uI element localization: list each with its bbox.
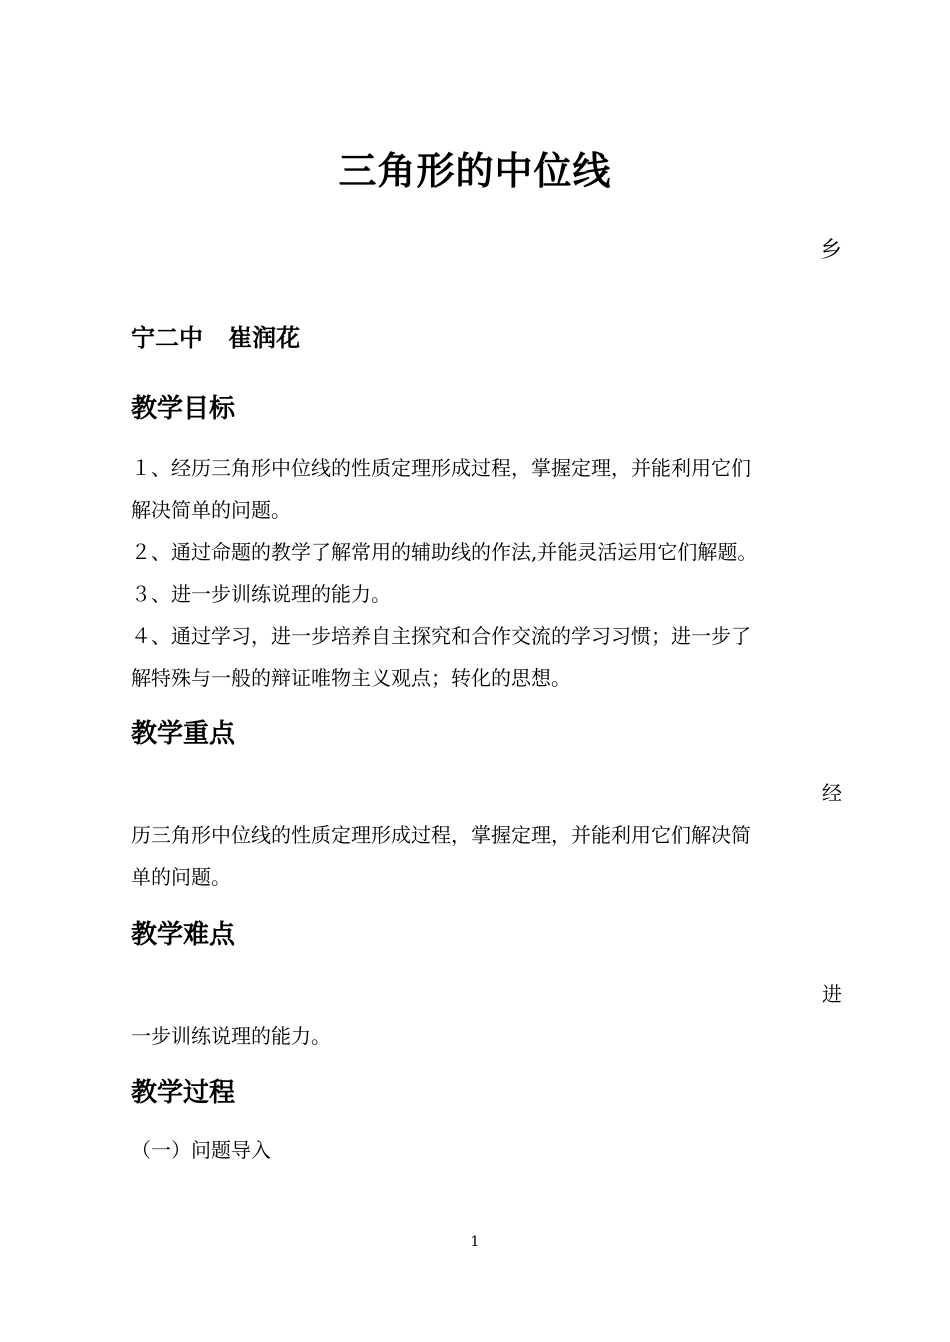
objective-line: １、经历三角形中位线的性质定理形成过程，掌握定理，并能利用它们 <box>131 456 751 480</box>
page-number: 1 <box>470 1234 480 1250</box>
difficulties-lead-char: 进 <box>822 982 842 1006</box>
key-points-line: 历三角形中位线的性质定理形成过程，掌握定理，并能利用它们解决简 <box>131 823 751 847</box>
heading-difficulties: 教学难点 <box>131 920 236 950</box>
key-points-lead-char: 经 <box>822 781 842 805</box>
heading-key-points: 教学重点 <box>131 719 236 749</box>
difficulties-text <box>131 1015 831 1057</box>
objective-line: 解特殊与一般的辩证唯物主义观点；转化的思想。 <box>131 666 571 690</box>
objective-line: ４、通过学习，进一步培养自主探究和合作交流的学习习惯；进一步了 <box>131 624 751 648</box>
objectives-list <box>131 447 831 699</box>
heading-objectives: 教学目标 <box>131 394 236 424</box>
key-points-line: 单的问题。 <box>131 865 231 889</box>
author-line: 宁二中 崔润花 <box>131 324 301 352</box>
process-first-item: （一）问题导入 <box>131 1138 271 1162</box>
difficulties-line: 一步训练说理的能力。 <box>131 1024 331 1048</box>
author-line-start-char: 乡 <box>819 238 842 263</box>
heading-process: 教学过程 <box>131 1078 236 1108</box>
key-points-text <box>131 814 831 898</box>
objective-line: ２、通过命题的教学了解常用的辅助线的作法,并能灵活运用它们解题。 <box>131 540 758 564</box>
objective-line: ３、进一步训练说理的能力。 <box>131 582 391 606</box>
objective-line: 解决简单的问题。 <box>131 498 291 522</box>
document-title: 三角形的中位线 <box>338 149 612 193</box>
